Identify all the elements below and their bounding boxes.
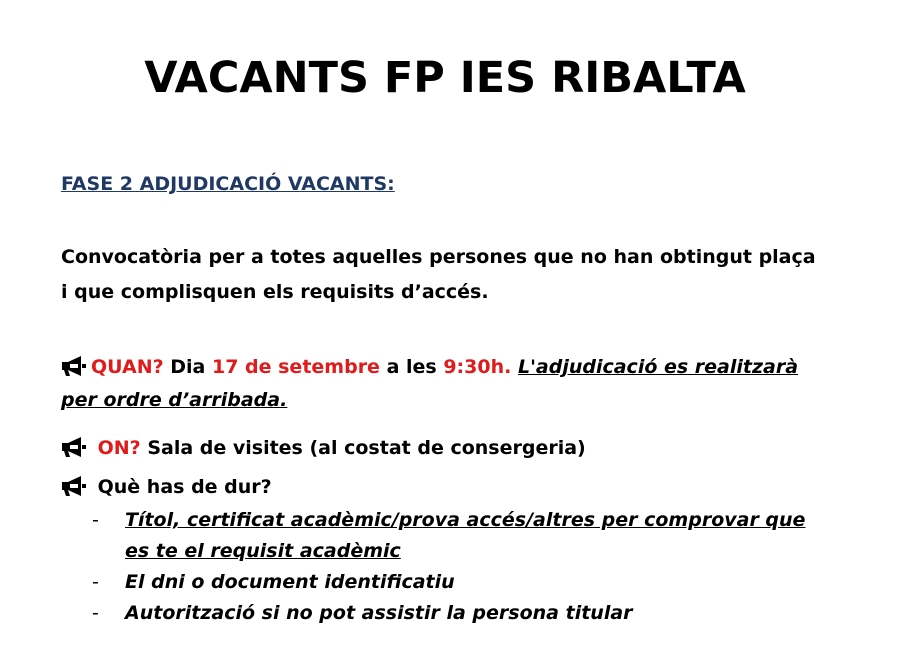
megaphone-icon xyxy=(61,355,87,377)
list-item xyxy=(92,567,862,598)
intro-line-1: Convocatòria per a totes aquelles persones que no han obtingut plaça xyxy=(61,246,816,268)
list-dash: - xyxy=(92,571,99,593)
megaphone-icon xyxy=(61,436,87,458)
when-note-line-2 xyxy=(61,384,287,416)
phase-heading: FASE 2 ADJUDICACIÓ VACANTS: xyxy=(61,173,395,195)
page-title: VACANTS FP IES RIBALTA xyxy=(144,53,746,103)
when-note-2: per ordre d’arribada. xyxy=(61,389,288,411)
list-item xyxy=(92,505,862,567)
where-text: Sala de visites (al costat de consergeria) xyxy=(140,437,586,459)
where-line xyxy=(61,432,586,464)
bring-line xyxy=(61,471,272,503)
bring-list xyxy=(92,505,862,629)
megaphone-icon xyxy=(61,475,87,497)
intro-paragraph xyxy=(61,240,851,310)
list-item-text: El dni o document identificatiu xyxy=(125,571,455,593)
when-date: 17 de setembre xyxy=(211,356,380,378)
when-text-2: a les xyxy=(379,356,444,378)
where-label: ON? xyxy=(97,437,141,459)
when-note-1: L'adjudicació es realitzarà xyxy=(517,356,799,378)
when-label: QUAN? xyxy=(91,356,164,378)
when-time: 9:30h. xyxy=(443,356,512,378)
list-item-text: Autorització si no pot assistir la persona titular xyxy=(125,602,633,624)
list-item xyxy=(92,598,862,629)
list-dash: - xyxy=(92,509,99,531)
intro-line-2: i que complisquen els requisits d’accés. xyxy=(61,281,489,303)
when-line xyxy=(61,351,798,383)
list-item-text: Títol, certificat acadèmic/prova accés/altres per comprovar que xyxy=(125,509,806,531)
list-dash: - xyxy=(92,602,99,624)
when-text-1: Dia xyxy=(163,356,212,378)
bring-label: Què has de dur? xyxy=(97,476,272,498)
list-item-text-cont: es te el requisit acadèmic xyxy=(125,540,401,562)
